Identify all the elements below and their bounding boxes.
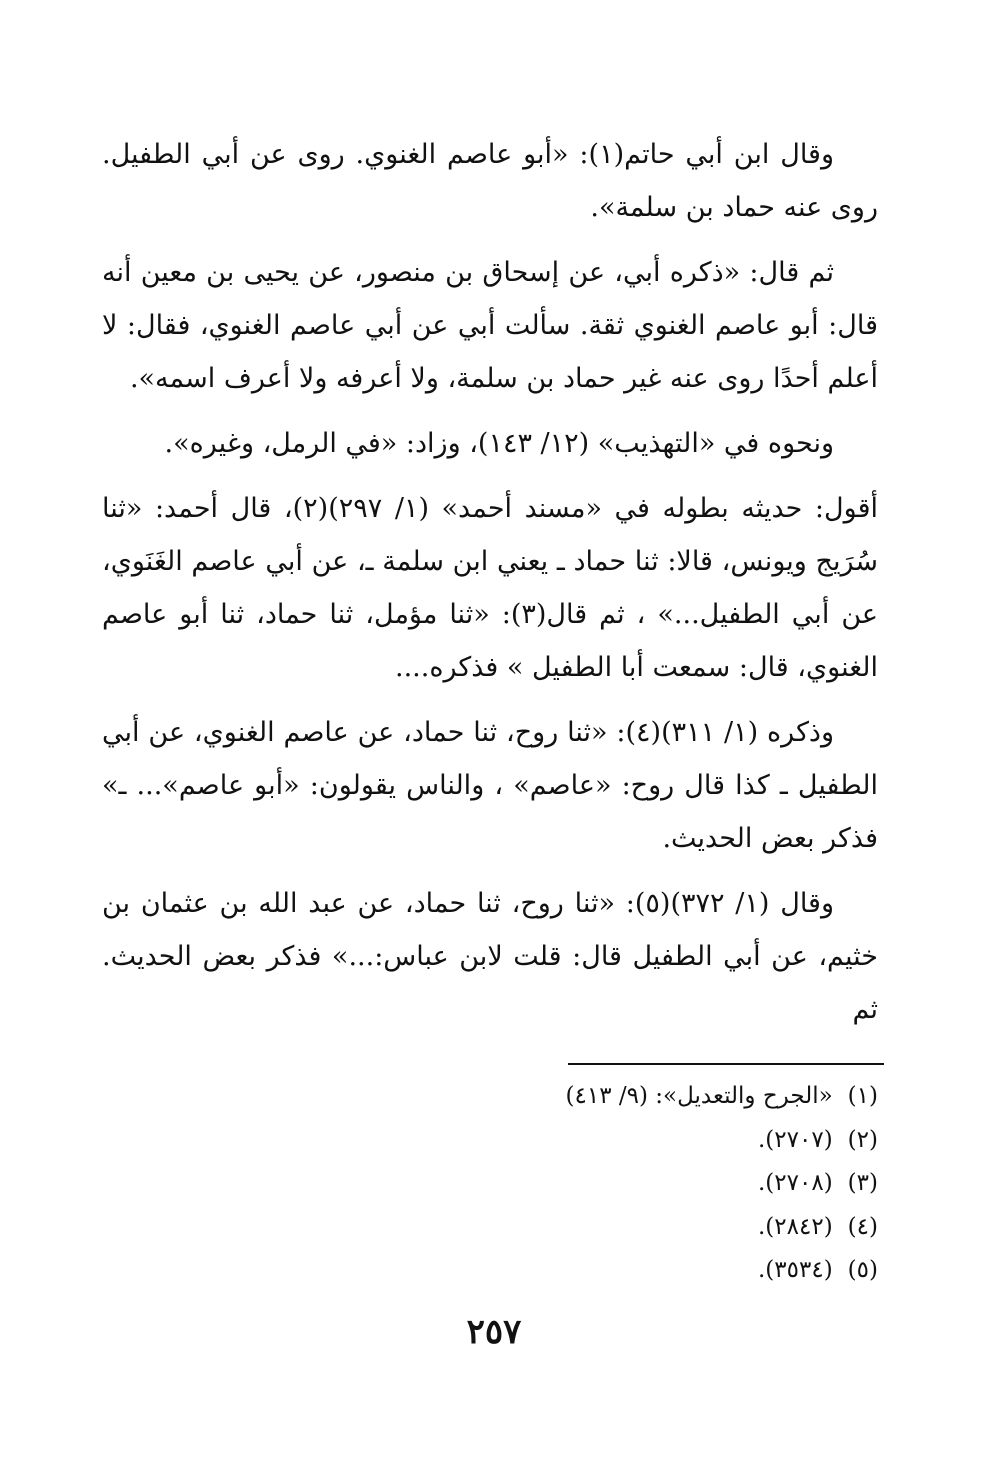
footnote-4 <box>438 1206 878 1250</box>
footnotes <box>438 1075 878 1293</box>
footnote-number: (٤) <box>847 1213 878 1240</box>
paragraph-4: أقول: حديثه بطوله في «مسند أحمد» (١/ ٢٩٧)(٢)، قال أحمد: «ثنا سُرَيج ويونس، قالا: ثنا حماد ـ يعني ابن سلمة ـ، عن أبي عاصم الغَنَوي، عن أبي الطفيل...» ، ثم قال(٣): «ثنا مؤمل، ثنا حماد، ثنا أبو عاصم الغنوي، قال: سمعت أبا الطفيل » فذكره.... <box>102 493 878 683</box>
footnote-number: (١) <box>847 1083 878 1109</box>
paragraph-3: ونحوه في «التهذيب» (١٢/ ١٤٣)، وزاد: «في الرمل، وغيره». <box>164 428 834 459</box>
footnote-number: (٢) <box>847 1126 878 1153</box>
footnote-text: «الجرح والتعديل»: (٩/ ٤١٣) <box>565 1083 833 1109</box>
footnote-separator <box>568 1063 884 1065</box>
footnote-3 <box>438 1162 878 1206</box>
footnote-text: (٢٧٠٧). <box>757 1126 833 1153</box>
footnote-text: (٢٨٤٢). <box>757 1213 833 1240</box>
page-number: ٢٥٧ <box>466 1312 522 1352</box>
footnote-1 <box>438 1075 878 1119</box>
footnote-text: (٢٧٠٨). <box>757 1170 833 1196</box>
footnote-number: (٥) <box>847 1257 878 1283</box>
main-text <box>102 128 878 1048</box>
paragraph-1: وقال ابن أبي حاتم(١): «أبو عاصم الغنوي. روى عن أبي الطفيل. روى عنه حماد بن سلمة». <box>102 139 878 223</box>
paragraph-6: وقال (١/ ٣٧٢)(٥): «ثنا روح، ثنا حماد، عن عبد الله بن عثمان بن خثيم، عن أبي الطفيل قال: قلت لابن عباس:...» فذكر بعض الحديث. ثم <box>102 888 878 1025</box>
footnote-text: (٣٥٣٤). <box>757 1257 833 1283</box>
footnote-5 <box>438 1249 878 1293</box>
footnote-number: (٣) <box>847 1170 878 1196</box>
footnote-2 <box>438 1119 878 1163</box>
paragraph-5: وذكره (١/ ٣١١)(٤): «ثنا روح، ثنا حماد، عن عاصم الغنوي، عن أبي الطفيل ـ كذا قال روح: «عاصم» ، والناس يقولون: «أبو عاصم»... ـ» فذكر بعض الحديث. <box>102 717 878 854</box>
paragraph-2: ثم قال: «ذكره أبي، عن إسحاق بن منصور، عن يحيى بن معين أنه قال: أبو عاصم الغنوي ثقة. سألت أبي عن أبي عاصم الغنوي، فقال: لا أعلم أحدًا روى عنه غير حماد بن سلمة، ولا أعرفه ولا أعرف اسمه». <box>102 257 878 394</box>
